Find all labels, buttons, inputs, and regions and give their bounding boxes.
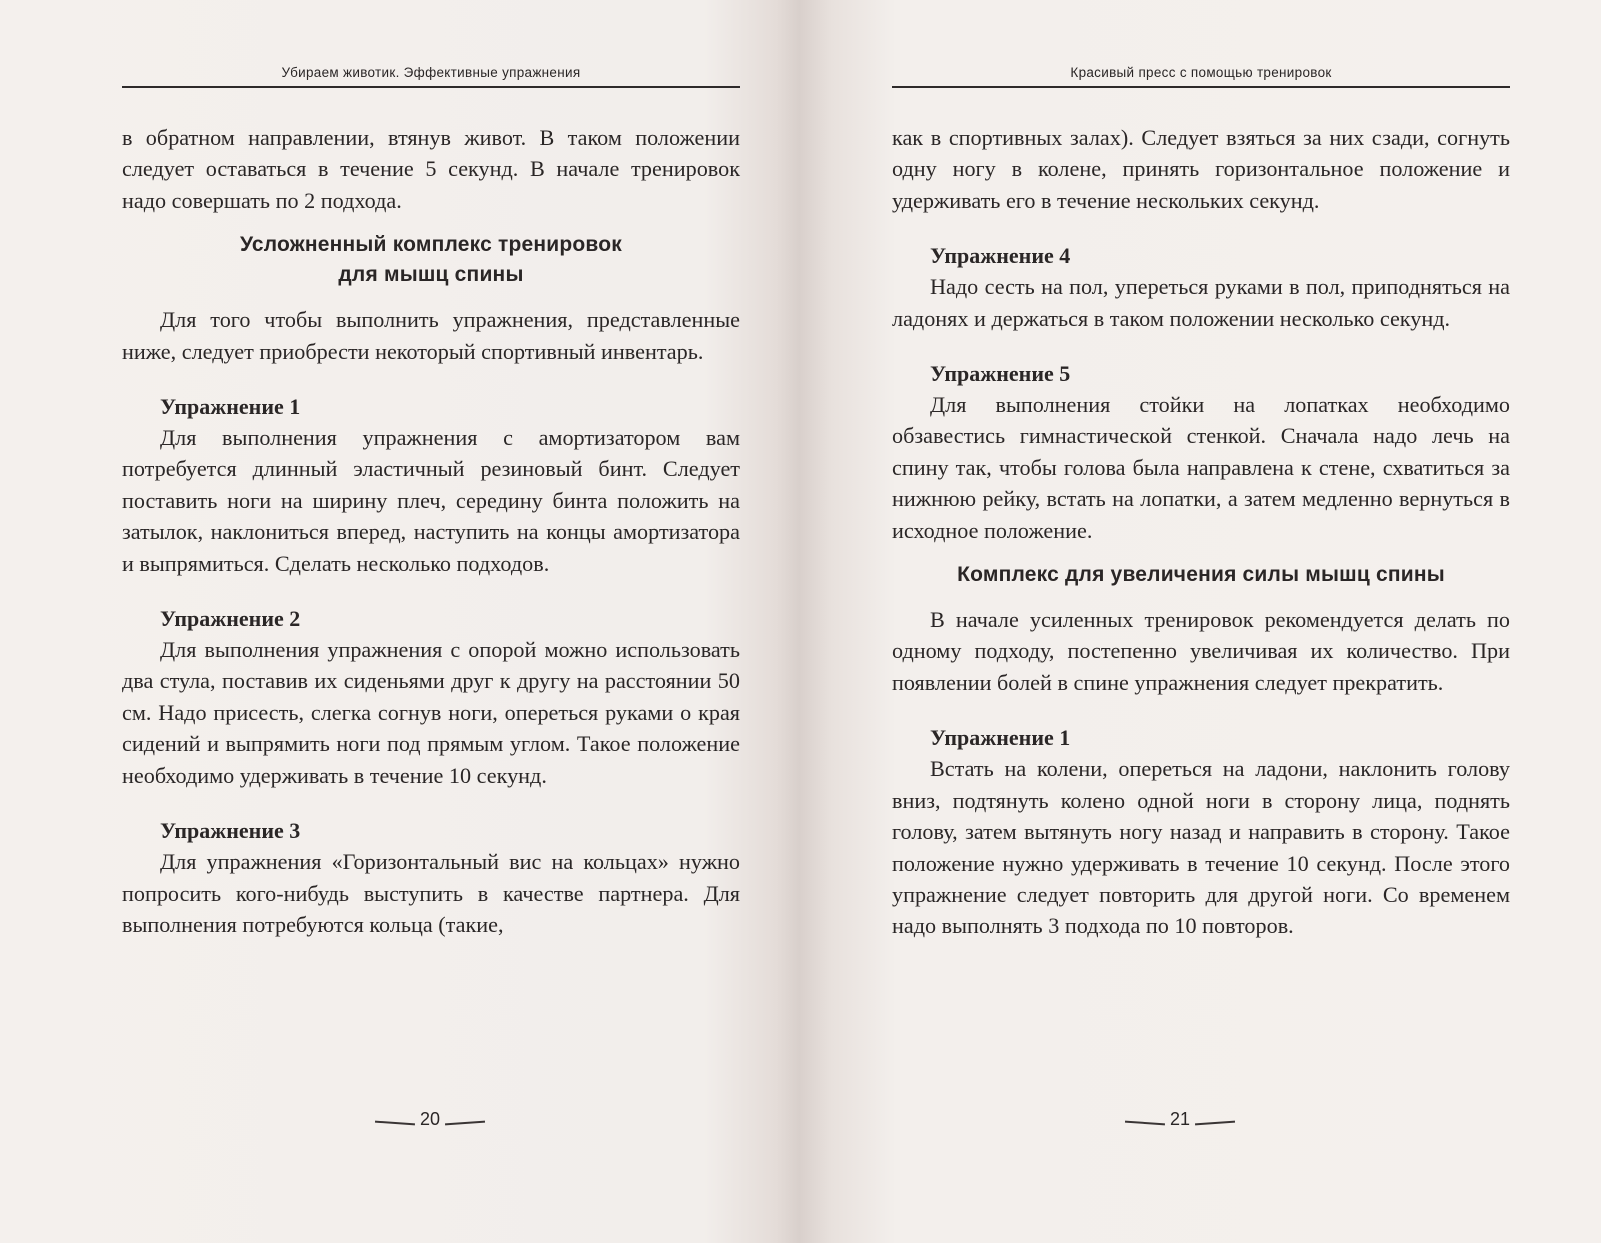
paragraph: как в спортивных залах). Следует взяться за них сзади, согнуть одну ногу в колене, принять горизонтальное положение и удерживать его в течение нескольких секунд. [892, 125, 1510, 213]
page-content [122, 122, 740, 940]
exercise-title: Упражнение 4 [930, 243, 1071, 269]
running-header: Убираем животик. Эффективные упражнения [122, 62, 740, 88]
running-header: Красивый пресс с помощью тренировок [892, 62, 1510, 88]
page-number: 21 [1115, 1104, 1245, 1134]
section-title: Комплекс для увеличения силы мышц спины [957, 563, 1445, 587]
section-title: для мышц спины [338, 263, 524, 287]
right-page [800, 0, 1601, 1243]
exercise-title: Упражнение 3 [160, 818, 301, 844]
section-title: Усложненный комплекс тренировок [239, 233, 623, 257]
exercise-title: Упражнение 5 [930, 361, 1071, 387]
paragraph: Надо сесть на пол, упереться руками в пол, приподняться на ладонях и держаться в таком положении несколько секунд. [892, 274, 1510, 331]
page-number: 20 [365, 1104, 495, 1134]
paragraph: Для выполнения стойки на лопатках необходимо обзавестись гимнастической стенкой. Сначала надо лечь на спину так, чтобы голова была направлена к стене, схватиться за нижнюю рейку, встать на лопатки, а затем медленно вернуться в исходное положение. [892, 392, 1510, 543]
paragraph: Для выполнения упражнения с амортизатором вам потребуется длинный эластичный резиновый бинт. Следует поставить ноги на ширину плеч, середину бинта положить на затылок, наклониться вперед, наступить на концы амортизатора и выпрямиться. Сделать несколько подходов. [122, 425, 740, 576]
exercise-title: Упражнение 1 [930, 725, 1071, 751]
left-page [0, 0, 800, 1243]
paragraph: Встать на колени, опереться на ладони, наклонить голову вниз, подтянуть колено одной ноги в сторону лица, поднять голову, затем вытянуть ногу назад и направить в сторону. Такое положение нужно удерживать в течение 10 секунд. После этого упражнение следует повторить для другой ноги. Со временем надо выполнять 3 подхода по 10 повторов. [892, 756, 1510, 939]
page-content [892, 122, 1510, 942]
paragraph: Для выполнения упражнения с опорой можно использовать два стула, поставив их сиденьями друг к другу на расстоянии 50 см. Надо присесть, слегка согнув ноги, опереться руками о края сидений и выпрямить ноги под прямым углом. Такое положение необходимо удерживать в течение 10 секунд. [122, 637, 740, 788]
paragraph: в обратном направлении, втянув живот. В таком положении следует оставаться в течение 5 секунд. В начале тренировок надо совершать по 2 подхода. [122, 125, 740, 213]
exercise-title: Упражнение 1 [160, 394, 301, 420]
paragraph: Для того чтобы выполнить упражнения, представленные ниже, следует приобрести некоторый спортивный инвентарь. [122, 307, 740, 364]
paragraph: Для упражнения «Горизонтальный вис на кольцах» нужно попросить кого-нибудь выступить в качестве партнера. Для выполнения потребуются кольца (такие, [122, 849, 740, 937]
paragraph: В начале усиленных тренировок рекомендуется делать по одному подходу, постепенно увеличивая их количество. При появлении болей в спине упражнения следует прекратить. [892, 607, 1510, 695]
exercise-title: Упражнение 2 [160, 606, 301, 632]
